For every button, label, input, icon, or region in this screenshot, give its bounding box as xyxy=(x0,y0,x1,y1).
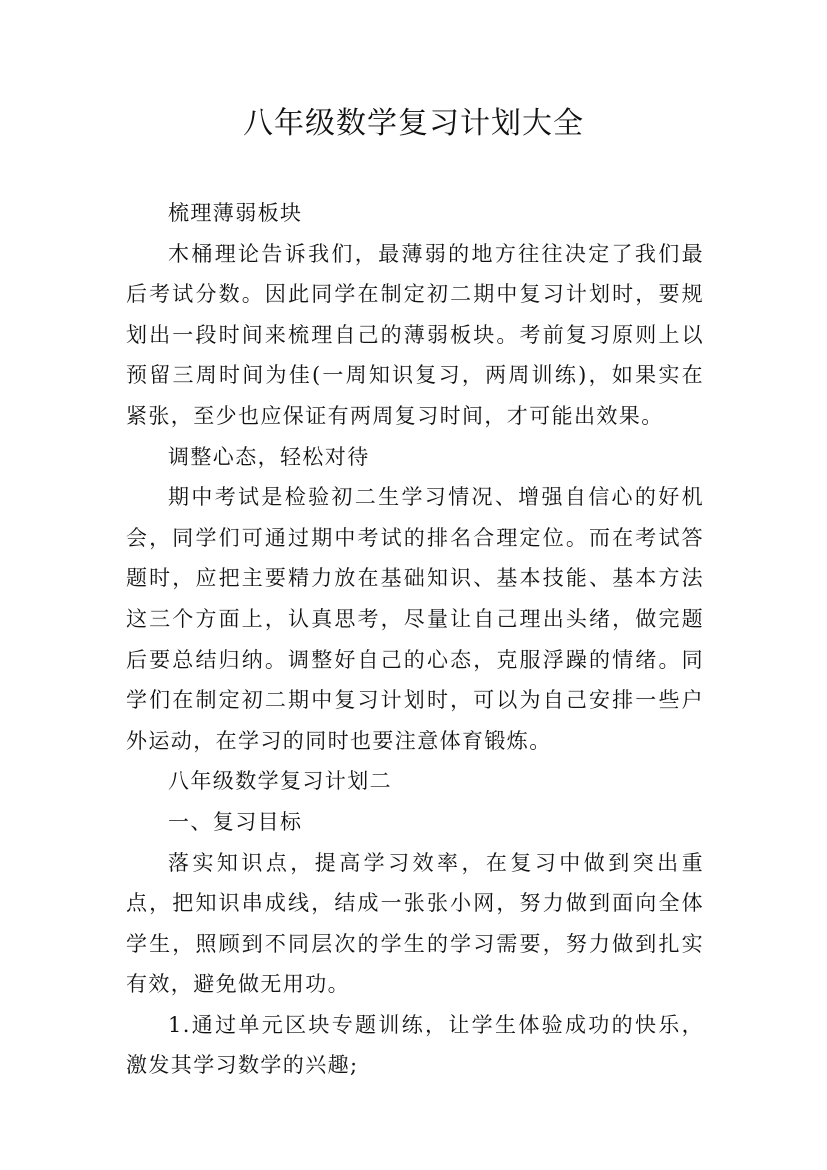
body-paragraph: 木桶理论告诉我们，最薄弱的地方往往决定了我们最后考试分数。因此同学在制定初二期中复习计划时，要规划出一段时间来梳理自己的薄弱板块。考前复习原则上以预留三周时间为佳(一周知识复习，两周训练)，如果实在紧张，至少也应保证有两周复习时间，才可能出效果。 xyxy=(126,241,704,428)
section-heading: 梳理薄弱板块 xyxy=(168,201,303,225)
section-heading: 八年级数学复习计划二 xyxy=(168,769,392,794)
body-paragraph: 落实知识点，提高学习效率，在复习中做到突出重点，把知识串成线，结成一张张小网，努力做到面向全体学生，照顾到不同层次的学生的学习需要，努力做到扎实有效，避免做无用功。 xyxy=(126,850,704,997)
document-title: 八年级数学复习计划大全 xyxy=(243,106,584,141)
list-item: 1.通过单元区块专题训练，让学生体验成功的快乐，激发其学习数学的兴趣; xyxy=(126,1012,704,1078)
section-heading: 一、复习目标 xyxy=(168,809,303,834)
section-heading: 调整心态，轻松对待 xyxy=(168,444,370,469)
document-body xyxy=(126,193,704,1086)
body-paragraph: 期中考试是检验初二生学习情况、增强自信心的好机会，同学们可通过期中考试的排名合理定位。而在考试答题时，应把主要精力放在基础知识、基本技能、基本方法这三个方面上，认真思考，尽量让自己理出头绪，做完题后要总结归纳。调整好自己的心态，克服浮躁的情绪。同学们在制定初二期中复习计划时，可以为自己安排一些户外运动，在学习的同时也要注意体育锻炼。 xyxy=(126,485,704,753)
